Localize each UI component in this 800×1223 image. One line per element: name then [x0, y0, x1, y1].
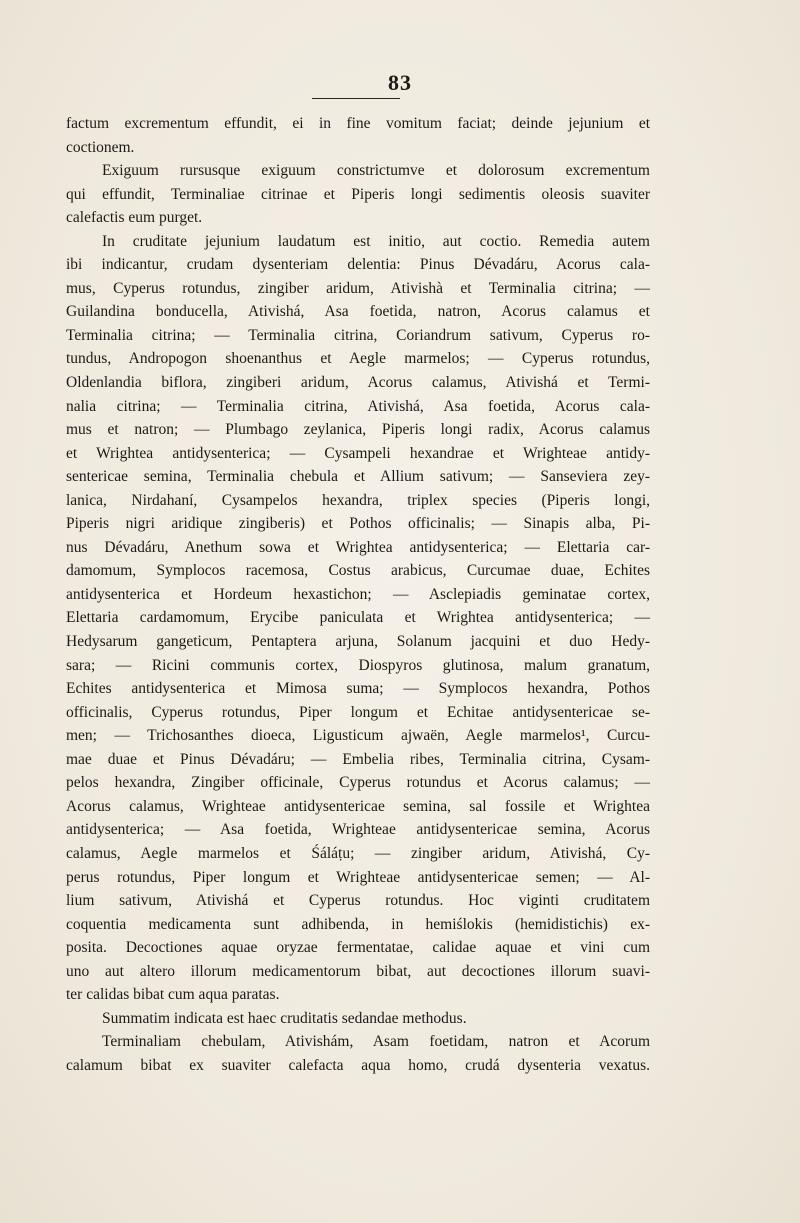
text-line: mae duae et Pinus Dévadáru; — Embelia ribes, Terminalia citrina, Cysam-: [66, 750, 650, 768]
text-line: Guilandina bonducella, Ativishá, Asa foetida, natron, Acorus calamus et: [66, 303, 650, 321]
text-line: factum excrementum effundit, ei in fine vomitum faciat; deinde jejunium et: [66, 115, 650, 132]
text-line: Summatim indicata est haec cruditatis sedandae methodus.: [102, 1009, 467, 1027]
page-number: 83: [388, 70, 412, 95]
text-line: pelos hexandra, Zingiber officinale, Cyperus rotundus et Acorus calamus; —: [66, 774, 650, 792]
text-line: mus, Cyperus rotundus, zingiber aridum, Ativishà et Terminalia citrina; —: [66, 279, 650, 297]
text-line: antidysenterica et Hordeum hexastichon; — Asclepiadis geminatae cortex,: [66, 585, 650, 603]
text-line: antidysenterica; — Asa foetida, Wrighteae antidysentericae semina, Acorus: [66, 821, 650, 839]
text-line: nus Dévadáru, Anethum sowa et Wrightea antidysenterica; — Elettaria car-: [66, 538, 650, 556]
text-line: Exiguum rursusque exiguum constrictumve et dolorosum excrementum: [102, 162, 650, 180]
text-line: qui effundit, Terminaliae citrinae et Piperis longi sedimentis oleosis suaviter: [66, 185, 650, 203]
body-text: [66, 112, 650, 1077]
text-line: coctionem.: [66, 138, 135, 156]
text-line: tundus, Andropogon shoenanthus et Aegle marmelos; — Cyperus rotundus,: [66, 350, 650, 368]
text-line: coquentia medicamenta sunt adhibenda, in hemiślokis (hemidistichis) ex-: [66, 915, 650, 933]
text-line: calamus, Aegle marmelos et Śáláṭu; — zingiber aridum, Ativishá, Cy-: [66, 844, 650, 862]
text-line: sentericae semina, Terminalia chebula et Allium sativum; — Sanseviera zey-: [66, 468, 650, 486]
text-line: Hedysarum gangeticum, Pentaptera arjuna, Solanum jacquini et duo Hedy-: [66, 633, 650, 651]
text-line: posita. Decoctiones aquae oryzae fermentatae, calidae aquae et vini cum: [66, 939, 650, 957]
text-line: Oldenlandia biflora, zingiberi aridum, Acorus calamus, Ativishá et Termi-: [66, 374, 650, 392]
text-line: calamum bibat ex suaviter calefacta aqua homo, crudá dysenteria vexatus.: [66, 1056, 650, 1074]
text-line: men; — Trichosanthes dioeca, Ligusticum ajwaën, Aegle marmelos¹, Curcu-: [66, 727, 650, 745]
text-line: mus et natron; — Plumbago zeylanica, Piperis longi radix, Acorus calamus: [66, 421, 650, 439]
text-line: ter calidas bibat cum aqua paratas.: [66, 986, 280, 1004]
text-line: Acorus calamus, Wrighteae antidysentericae semina, sal fossile et Wrightea: [66, 797, 650, 815]
page-number-rule: [312, 98, 400, 99]
text-line: Elettaria cardamomum, Erycibe paniculata et Wrightea antidysenterica; —: [66, 609, 650, 627]
text-line: et Wrightea antidysenterica; — Cysampeli hexandrae et Wrighteae antidy-: [66, 444, 650, 462]
text-line: Terminalia citrina; — Terminalia citrina, Coriandrum sativum, Cyperus ro-: [66, 326, 650, 344]
text-line: Piperis nigri aridique zingiberis) et Pothos officinalis; — Sinapis alba, Pi-: [66, 515, 650, 533]
text-line: perus rotundus, Piper longum et Wrighteae antidysentericae semen; — Al-: [66, 868, 650, 886]
text-line: ibi indicantur, crudam dysenteriam delentia: Pinus Dévadáru, Acorus cala-: [66, 256, 650, 274]
text-line: Echites antidysenterica et Mimosa suma; — Symplocos hexandra, Pothos: [66, 680, 650, 698]
text-line: officinalis, Cyperus rotundus, Piper longum et Echitae antidysentericae se-: [66, 703, 650, 721]
text-line: In cruditate jejunium laudatum est initio, aut coctio. Remedia autem: [102, 232, 650, 250]
text-line: Terminaliam chebulam, Ativishám, Asam foetidam, natron et Acorum: [102, 1033, 650, 1051]
text-line: uno aut altero illorum medicamentorum bibat, aut decoctiones illorum suavi-: [66, 962, 650, 980]
text-line: nalia citrina; — Terminalia citrina, Ativishá, Asa foetida, Acorus cala-: [66, 397, 650, 415]
text-line: calefactis eum purget.: [66, 209, 203, 227]
text-line: sara; — Ricini communis cortex, Diospyros glutinosa, malum granatum,: [66, 656, 650, 674]
text-line: damomum, Symplocos racemosa, Costus arabicus, Curcumae duae, Echites: [66, 562, 650, 580]
text-line: lium sativum, Ativishá et Cyperus rotundus. Hoc viginti cruditatem: [66, 892, 650, 910]
text-line: lanica, Nirdahaní, Cysampelos hexandra, triplex species (Piperis longi,: [66, 491, 650, 509]
